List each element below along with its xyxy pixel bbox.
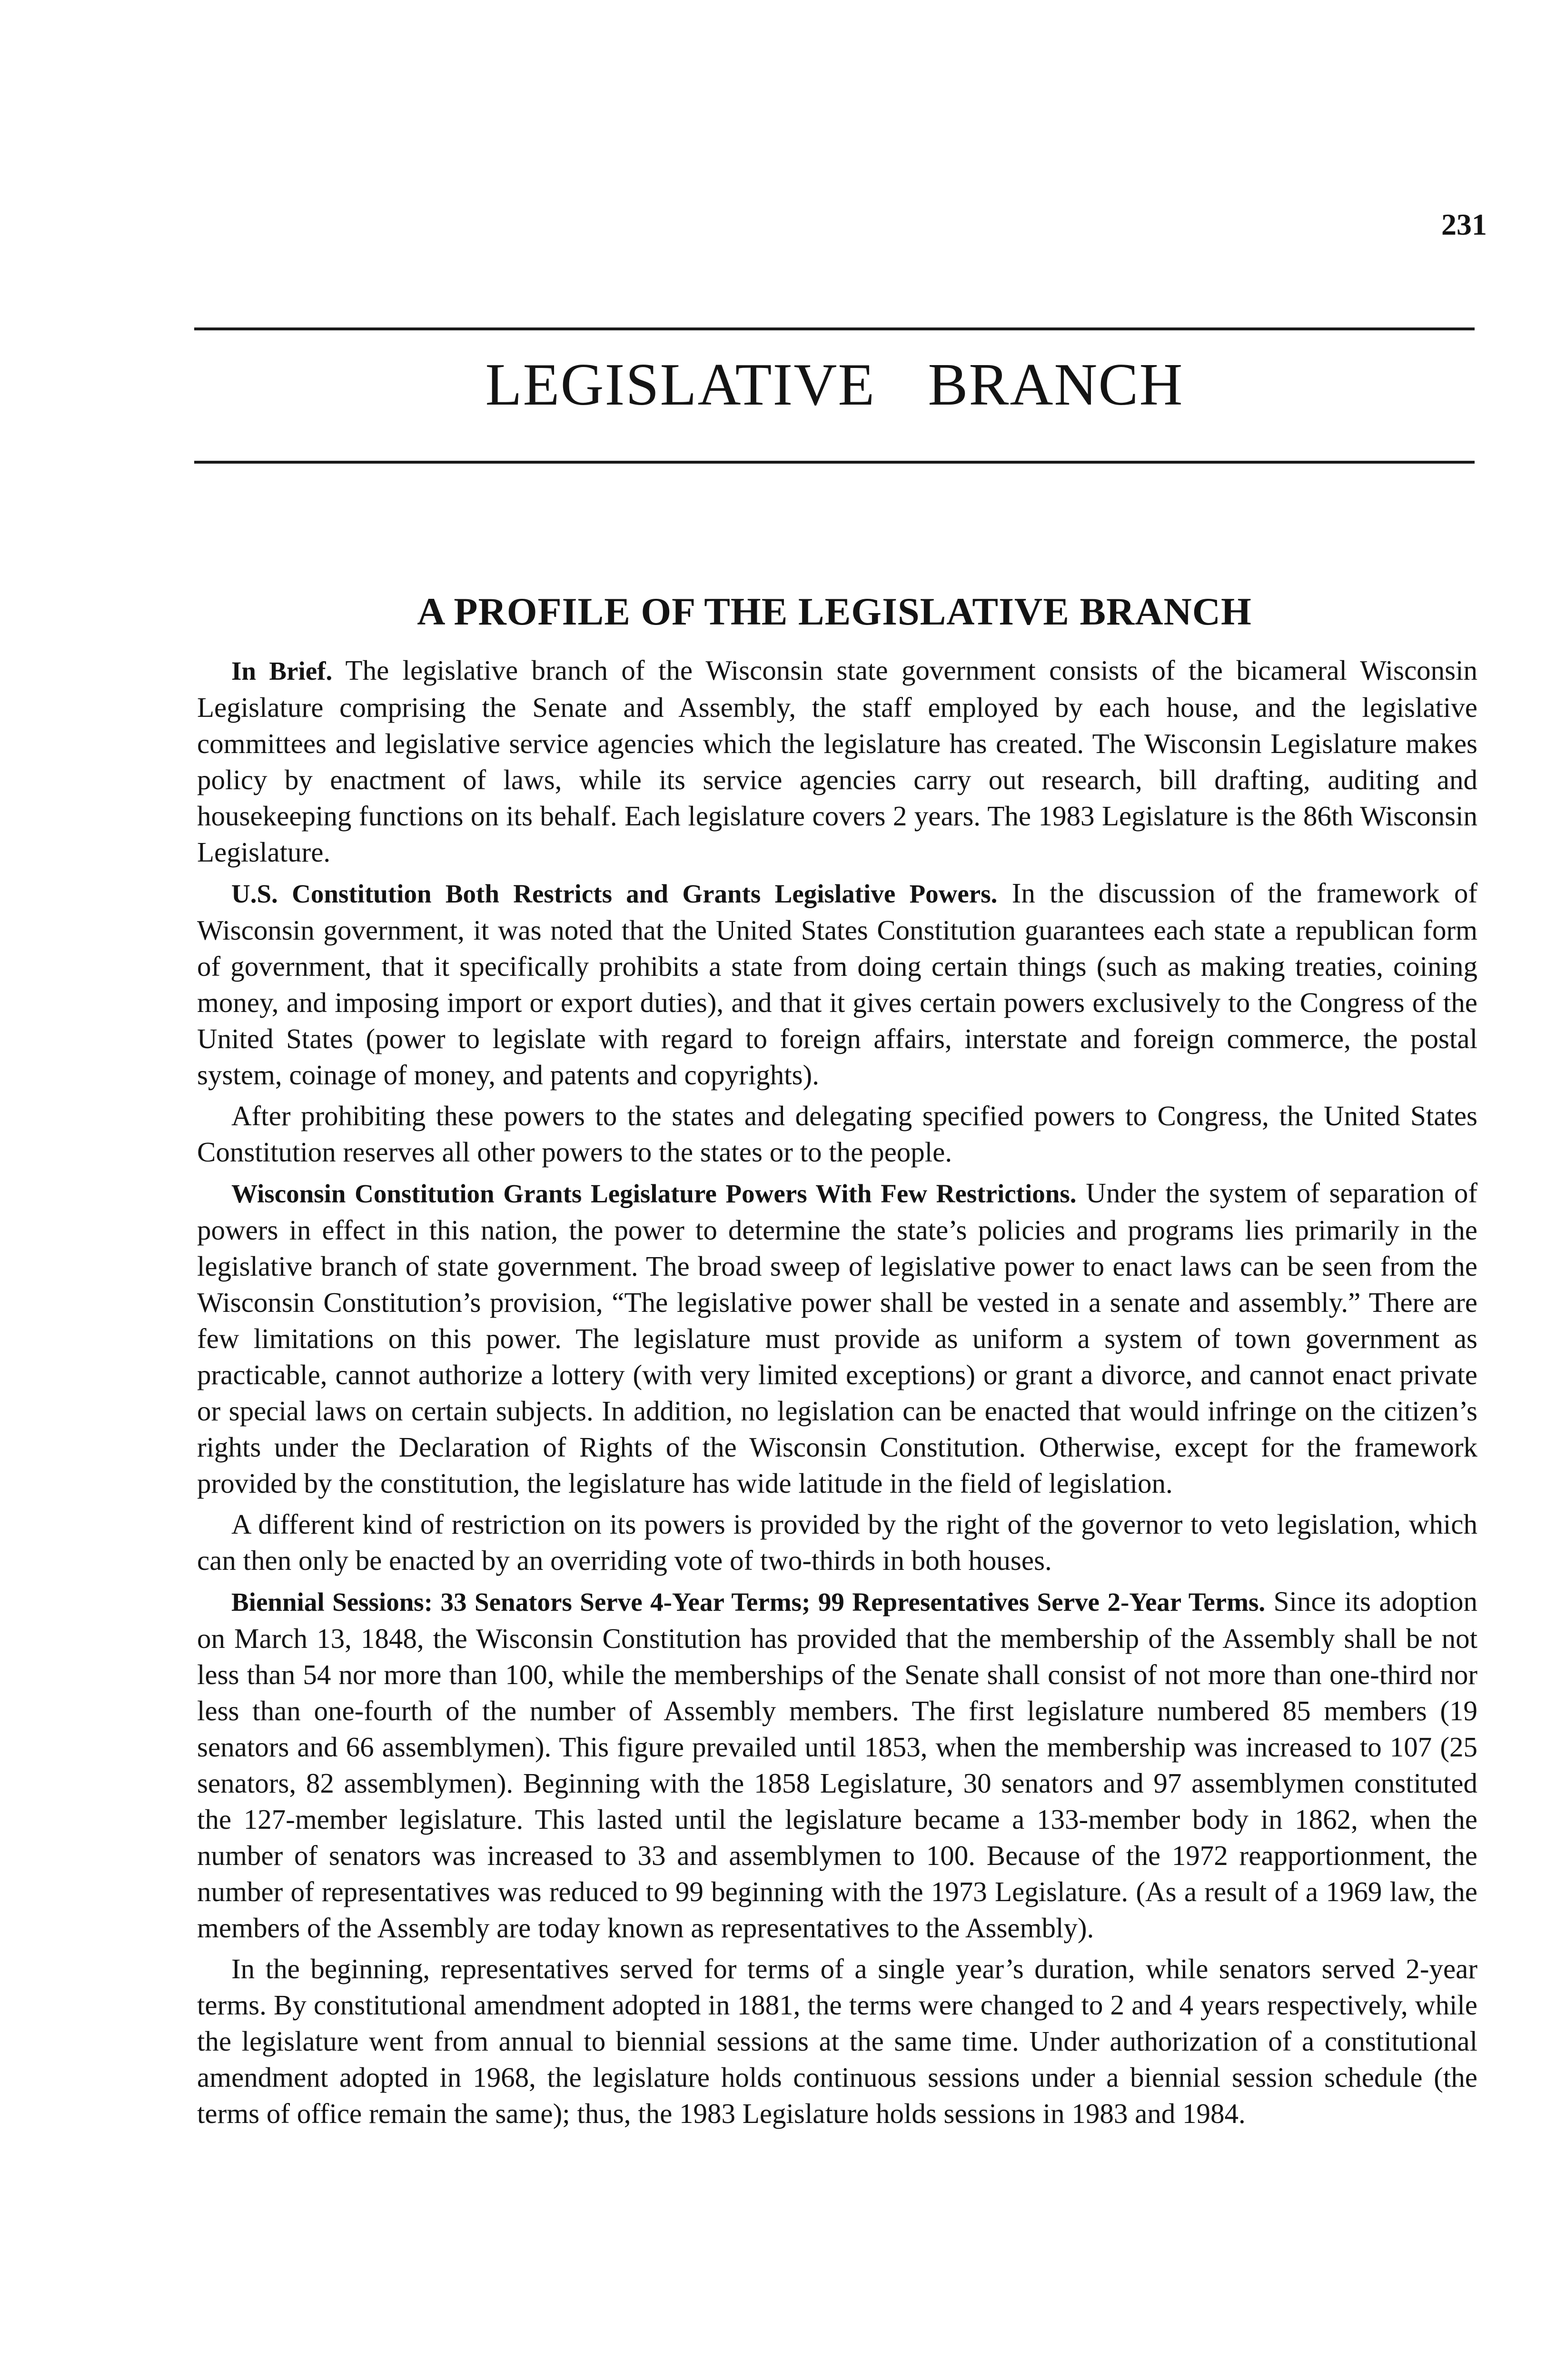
paragraph-text: After prohibiting these powers to the states and delegating specified powers to Congress, the United States Constitution reserves all other powers to the states or to the people. — [197, 1100, 1477, 1168]
paragraph-text: In the discussion of the framework of Wisconsin government, it was noted that the United States Constitution guarantees each state a republican form of government, that it specifically prohibits a state from doing certain things (such as making treaties, coining money, and imposing import or export duties), and that it gives certain powers exclusively to the Congress of the United States (power to legislate with regard to foreign affairs, interstate and foreign commerce, the postal system, coinage of money, and patents and copyrights). — [197, 877, 1477, 1091]
paragraph-lead: In Brief. — [231, 656, 333, 685]
paragraph-text: The legislative branch of the Wisconsin state government consists of the bicameral Wisconsin Legislature comprising the Senate and Assembly, the staff employed by each house, and the legislative committees and legislative service agencies which the legislature has created. The Wisconsin Legislature makes policy by enactment of laws, while its service agencies carry out research, bill drafting, auditing and housekeeping functions on its behalf. Each legislature covers 2 years. The 1983 Legislature is the 86th Wisconsin Legislature. — [197, 654, 1477, 868]
paragraph-lead: Biennial Sessions: 33 Senators Serve 4-Year Terms; 99 Representatives Serve 2-Year Terms. — [231, 1587, 1266, 1616]
paragraph-text: In the beginning, representatives served for terms of a single year’s duration, while senators served 2-year terms. By constitutional amendment adopted in 1881, the terms were changed to 2 and 4 years respectively, while the legislature went from annual to biennial sessions at the same time. Under authorization of a constitutional amendment adopted in 1968, the legislature holds continuous sessions under a biennial session schedule (the terms of office remain the same); thus, the 1983 Legislature holds sessions in 1983 and 1984. — [197, 1953, 1477, 2129]
paragraph-veto — [197, 1506, 1477, 1578]
paragraph-us-constitution — [197, 875, 1477, 1093]
body-text — [197, 652, 1477, 2136]
paragraph-lead: Wisconsin Constitution Grants Legislature Powers With Few Restrictions. — [231, 1179, 1077, 1208]
paragraph-reserved-powers — [197, 1098, 1477, 1170]
top-rule — [194, 327, 1475, 330]
page-number: 231 — [1441, 208, 1487, 241]
paragraph-lead: U.S. Constitution Both Restricts and Grants Legislative Powers. — [231, 879, 998, 908]
paragraph-text: A different kind of restriction on its powers is provided by the right of the governor to veto legislation, which can then only be enacted by an overriding vote of two-thirds in both houses. — [197, 1508, 1477, 1576]
bottom-rule — [194, 461, 1475, 464]
section-title: A PROFILE OF THE LEGISLATIVE BRANCH — [417, 590, 1252, 633]
paragraph-terms-history — [197, 1951, 1477, 2132]
paragraph-text: Under the system of separation of powers in effect in this nation, the power to determine the state’s policies and programs lies primarily in the legislative branch of state government. The broad sweep of legislative power to enact laws can be seen from the Wisconsin Constitution’s provision, “The legislative power shall be vested in a senate and assembly.” There are few limitations on this power. The legislature must provide as uniform a system of town government as practicable, cannot authorize a lottery (with very limited exceptions) or grant a divorce, and cannot enact private or special laws on certain subjects. In addition, no legislation can be enacted that would infringe on the citizen’s rights under the Declaration of Rights of the Wisconsin Constitution. Otherwise, except for the framework provided by the constitution, the legislature has wide latitude in the field of legislation. — [197, 1177, 1477, 1499]
paragraph-wisconsin-constitution — [197, 1175, 1477, 1501]
chapter-title — [194, 352, 1475, 418]
paragraph-in-brief — [197, 652, 1477, 870]
chapter-title-right: BRANCH — [928, 352, 1184, 418]
chapter-title-left: LEGISLATIVE — [485, 352, 876, 418]
paragraph-text: Since its adoption on March 13, 1848, the Wisconsin Constitution has provided that the membership of the Assembly shall be not less than 54 nor more than 100, while the memberships of the Senate shall consist of not more than one-third nor less than one-fourth of the number of Assembly members. The first legislature numbered 85 members (19 senators and 66 assemblymen). This figure prevailed until 1853, when the membership was increased to 107 (25 senators, 82 assemblymen). Beginning with the 1858 Legislature, 30 senators and 97 assemblymen constituted the 127-member legislature. This lasted until the legislature became a 133-member body in 1862, when the number of senators was increased to 33 and assemblymen to 100. Because of the 1972 reapportionment, the number of representatives was reduced to 99 beginning with the 1973 Legislature. (As a result of a 1969 law, the members of the Assembly are today known as representatives to the Assembly). — [197, 1586, 1478, 1944]
paragraph-biennial-sessions — [197, 1583, 1477, 1946]
